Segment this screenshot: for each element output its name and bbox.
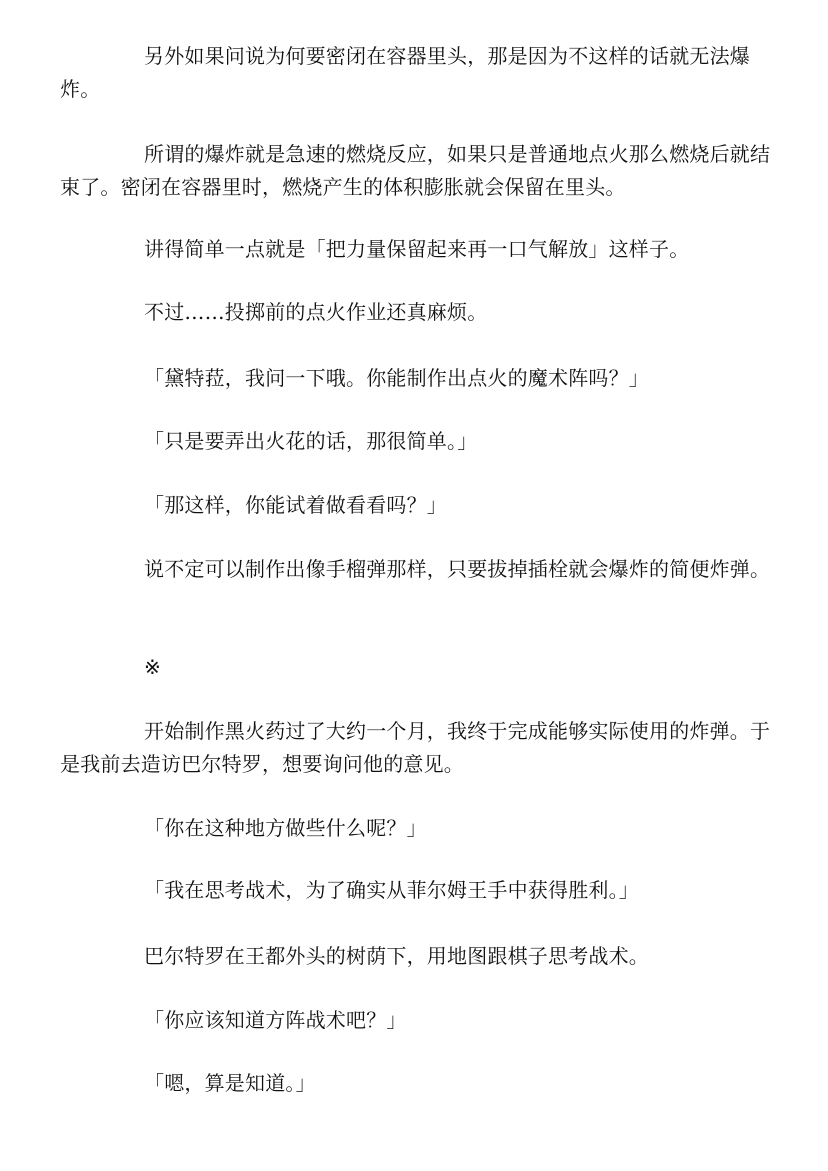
dialogue-line: 「那这样，你能试着做看看吗？」 (144, 493, 447, 517)
section-break-mark: ※ (144, 655, 161, 679)
dialogue-line: 「只是要弄出火花的话，那很简单。」 (144, 429, 478, 453)
dialogue-line: 「我在思考战术，为了确实从菲尔姆王手中获得胜利。」 (144, 878, 639, 902)
paragraph: 开始制作黑火药过了大约一个月，我终于完成能够实际使用的炸弹。于是我前去造访巴尔特罗，想要询问他的意见。 (60, 719, 771, 776)
dialogue-line: 「黛特菈，我问一下哦。你能制作出点火的魔术阵吗？」 (144, 366, 649, 390)
paragraph: 巴尔特罗在王都外头的树荫下，用地图跟棋子思考战术。 (144, 944, 649, 968)
paragraph: 另外如果问说为何要密闭在容器里头，那是因为不这样的话就无法爆炸。 (60, 44, 750, 101)
paragraph: 不过……投掷前的点火作业还真麻烦。 (144, 300, 488, 324)
paragraph: 所谓的爆炸就是急速的燃烧反应，如果只是普通地点火那么燃烧后就结束了。密闭在容器里时，燃烧产生的体积膨胀就会保留在里头。 (60, 142, 771, 199)
paragraph: 说不定可以制作出像手榴弹那样，只要拔掉插栓就会爆炸的简便炸弹。 (144, 557, 771, 581)
dialogue-line: 「你应该知道方阵战术吧？」 (144, 1008, 407, 1032)
dialogue-line: 「嗯，算是知道。」 (144, 1071, 316, 1095)
paragraph: 讲得简单一点就是「把力量保留起来再一口气解放」这样子。 (144, 237, 690, 261)
dialogue-line: 「你在这种地方做些什么呢？」 (144, 816, 427, 840)
